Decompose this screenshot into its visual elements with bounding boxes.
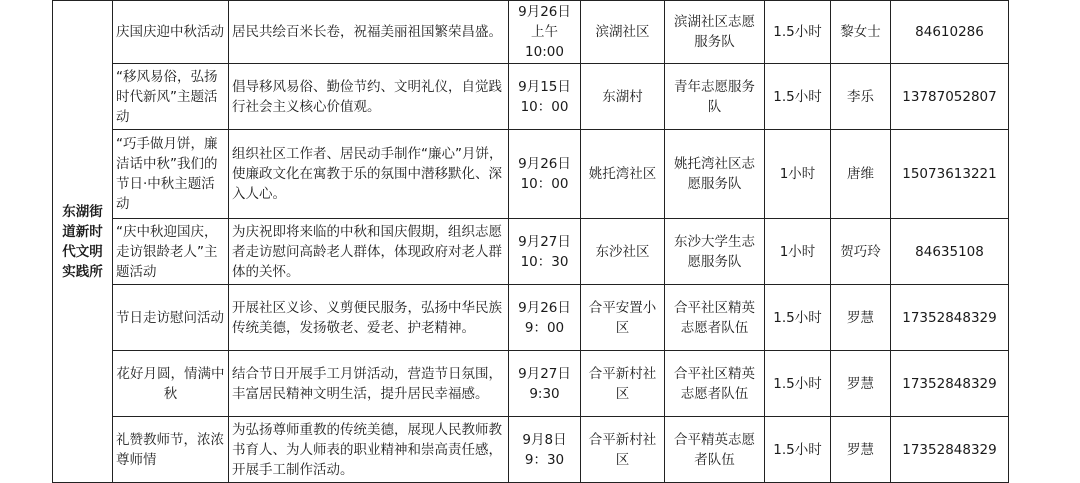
- activity-phone: 84610286: [891, 1, 1009, 64]
- activity-content: 结合节日开展手工月饼活动，营造节日氛围，丰富居民精神文明生活，提升居民幸福感。: [229, 351, 509, 417]
- activity-team: 合平社区精英志愿者队伍: [665, 351, 765, 417]
- activity-duration: 1小时: [765, 130, 831, 219]
- activity-duration: 1.5小时: [765, 1, 831, 64]
- activity-time: 9月27日 10：30: [509, 219, 581, 285]
- activity-team: 滨湖社区志愿服务队: [665, 1, 765, 64]
- activity-time: 9月26日 10：00: [509, 130, 581, 219]
- activity-location: 东湖村: [581, 64, 665, 130]
- activity-location: 合平新村社区: [581, 417, 665, 483]
- activity-duration: 1.5小时: [765, 64, 831, 130]
- activity-name: 庆国庆迎中秋活动: [113, 1, 229, 64]
- activity-team: 合平社区精英志愿者队伍: [665, 285, 765, 351]
- activity-content: 开展社区义诊、义剪便民服务，弘扬中华民族传统美德，发扬敬老、爱老、护老精神。: [229, 285, 509, 351]
- activity-name: 礼赞教师节，浓浓尊师情: [113, 417, 229, 483]
- activity-contact: 李乐: [831, 64, 891, 130]
- activity-location: 合平安置小区: [581, 285, 665, 351]
- activity-time: 9月27日 9:30: [509, 351, 581, 417]
- activity-name: “移风易俗，弘扬时代新风”主题活动: [113, 64, 229, 130]
- activity-time: 9月8日 9：30: [509, 417, 581, 483]
- activity-phone: 17352848329: [891, 351, 1009, 417]
- activity-duration: 1.5小时: [765, 417, 831, 483]
- activity-name: “巧手做月饼，廉洁话中秋”我们的节日·中秋主题活动: [113, 130, 229, 219]
- activity-duration: 1.5小时: [765, 285, 831, 351]
- activity-phone: 13787052807: [891, 64, 1009, 130]
- activity-contact: 贺巧玲: [831, 219, 891, 285]
- activity-duration: 1小时: [765, 219, 831, 285]
- activity-contact: 罗慧: [831, 285, 891, 351]
- activity-phone: 17352848329: [891, 417, 1009, 483]
- activity-content: 倡导移风易俗、勤俭节约、文明礼仪，自觉践行社会主义核心价值观。: [229, 64, 509, 130]
- activity-location: 姚托湾社区: [581, 130, 665, 219]
- table-row: [53, 351, 1009, 417]
- activity-content: 为庆祝即将来临的中秋和国庆假期，组织志愿者走访慰问高龄老人群体，体现政府对老人群体的关怀。: [229, 219, 509, 285]
- activity-time: 9月15日 10：00: [509, 64, 581, 130]
- table-row: [53, 64, 1009, 130]
- activity-team: 合平精英志愿者队伍: [665, 417, 765, 483]
- activity-phone: 84635108: [891, 219, 1009, 285]
- activity-content: 为弘扬尊师重教的传统美德，展现人民教师教书育人、为人师表的职业精神和崇高责任感，开展手工制作活动。: [229, 417, 509, 483]
- activity-duration: 1.5小时: [765, 351, 831, 417]
- table-row: [53, 130, 1009, 219]
- activity-team: 东沙大学生志愿服务队: [665, 219, 765, 285]
- activity-name: 节日走访慰问活动: [113, 285, 229, 351]
- activity-contact: 黎女士: [831, 1, 891, 64]
- activity-table: [52, 0, 1009, 483]
- organizer-cell: 东湖街道新时代文明实践所: [53, 1, 113, 483]
- activity-location: 合平新村社区: [581, 351, 665, 417]
- activity-name: 花好月圆，情满中秋: [113, 351, 229, 417]
- activity-time: 9月26日 9：00: [509, 285, 581, 351]
- activity-team: 姚托湾社区志愿服务队: [665, 130, 765, 219]
- activity-contact: 唐维: [831, 130, 891, 219]
- activity-contact: 罗慧: [831, 417, 891, 483]
- table-row: [53, 285, 1009, 351]
- activity-time: 9月26日上午10:00: [509, 1, 581, 64]
- activity-content: 居民共绘百米长卷，祝福美丽祖国繁荣昌盛。: [229, 1, 509, 64]
- activity-content: 组织社区工作者、居民动手制作“廉心”月饼，使廉政文化在寓教于乐的氛围中潜移默化、深入人心。: [229, 130, 509, 219]
- activity-team: 青年志愿服务队: [665, 64, 765, 130]
- activity-phone: 15073613221: [891, 130, 1009, 219]
- activity-contact: 罗慧: [831, 351, 891, 417]
- table-row: [53, 219, 1009, 285]
- table-row: [53, 1, 1009, 64]
- activity-location: 滨湖社区: [581, 1, 665, 64]
- activity-phone: 17352848329: [891, 285, 1009, 351]
- table-row: [53, 417, 1009, 483]
- activity-location: 东沙社区: [581, 219, 665, 285]
- activity-name: “庆中秋迎国庆，走访银龄老人”主题活动: [113, 219, 229, 285]
